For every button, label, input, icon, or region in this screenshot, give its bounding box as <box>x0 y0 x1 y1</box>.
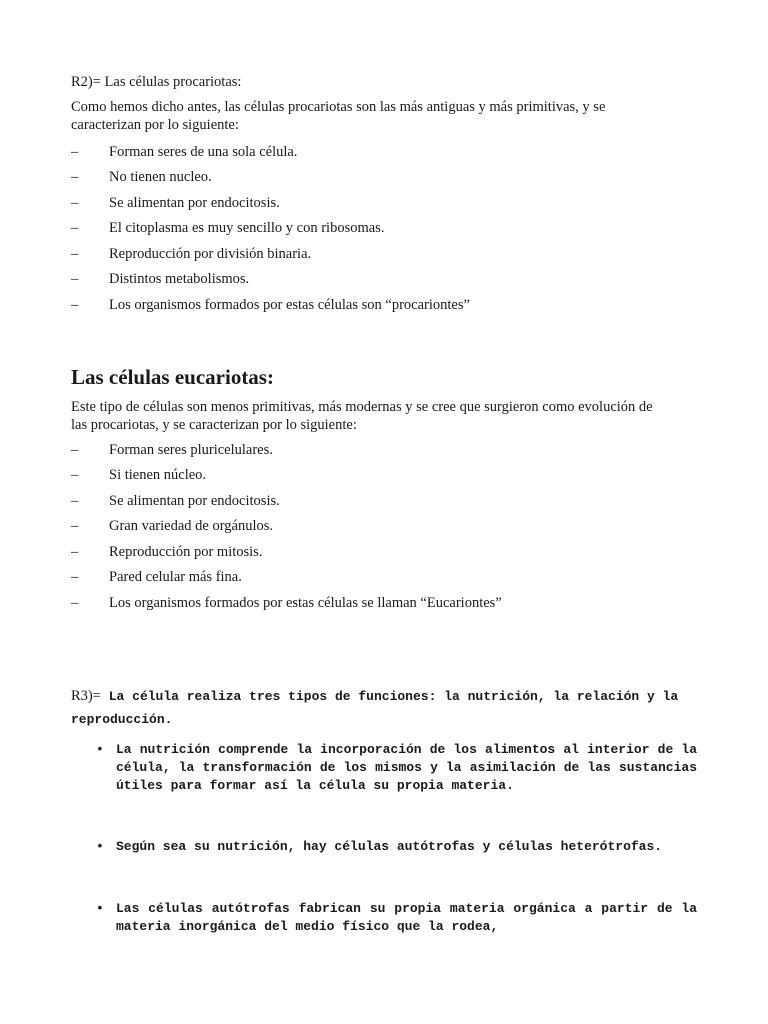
list-item <box>71 568 242 586</box>
list-item-text: No tienen nucleo. <box>109 169 212 185</box>
bullet-icon: • <box>96 742 104 757</box>
dash-marker: – <box>71 518 79 534</box>
dash-marker: – <box>71 220 79 236</box>
list-item-text: Gran variedad de orgánulos. <box>109 518 274 534</box>
list-item-text: Forman seres de una sola célula. <box>109 144 298 160</box>
r3-label: R3)= <box>71 688 101 704</box>
list-item <box>96 838 697 856</box>
r3-intro <box>71 685 691 731</box>
list-item-text: Los organismos formados por estas células son “procariontes” <box>109 297 470 313</box>
dash-marker: – <box>71 297 79 313</box>
list-item <box>71 517 273 535</box>
list-item <box>71 194 280 212</box>
dash-marker: – <box>71 467 79 483</box>
list-item <box>71 296 470 314</box>
dash-marker: – <box>71 169 79 185</box>
dash-marker: – <box>71 442 79 458</box>
dash-marker: – <box>71 195 79 211</box>
list-item <box>71 441 273 459</box>
list-item <box>71 168 212 186</box>
list-item-text: Distintos metabolismos. <box>109 271 250 287</box>
list-item-text: Se alimentan por endocitosis. <box>109 493 280 509</box>
list-item <box>71 543 262 561</box>
dash-marker: – <box>71 271 79 287</box>
r2-intro: Como hemos dicho antes, las células procariotas son las más antiguas y más primitivas, y se caracterizan por lo siguiente: <box>71 99 606 133</box>
list-item-text: Pared celular más fina. <box>109 569 242 585</box>
list-item <box>71 245 311 263</box>
eucariotas-intro: Este tipo de células son menos primitivas, más modernas y se cree que surgieron como evolución de las procariotas, y se caracterizan por lo siguiente: <box>71 399 653 433</box>
list-item <box>71 270 249 288</box>
r2-label: R2)= Las células procariotas: <box>71 74 242 90</box>
dash-marker: – <box>71 595 79 611</box>
list-item-text: Si tienen núcleo. <box>109 467 207 483</box>
dash-marker: – <box>71 569 79 585</box>
list-item <box>71 492 280 510</box>
list-item-text: Reproducción por mitosis. <box>109 544 263 560</box>
list-item-text: La nutrición comprende la incorporación de los alimentos al interior de la célula, la transformación de los mismos y la asimilación de las sustancias útiles para formar así la célula su propia materia. <box>116 742 697 793</box>
bullet-icon: • <box>96 901 104 916</box>
list-item-text: Los organismos formados por estas células se llaman “Eucariontes” <box>109 595 502 611</box>
section-heading: Las células eucariotas: <box>71 365 274 389</box>
list-item <box>71 219 384 237</box>
dash-marker: – <box>71 144 79 160</box>
list-item <box>96 900 697 936</box>
bullet-icon: • <box>96 839 104 854</box>
list-item <box>71 466 206 484</box>
list-item <box>71 594 502 612</box>
dash-marker: – <box>71 544 79 560</box>
list-item-text: El citoplasma es muy sencillo y con ribosomas. <box>109 220 385 236</box>
dash-marker: – <box>71 246 79 262</box>
r3-intro-text: La célula realiza tres tipos de funciones: la nutrición, la relación y la reproducción. <box>71 689 679 727</box>
list-item-text: Reproducción por división binaria. <box>109 246 312 262</box>
list-item-text: Se alimentan por endocitosis. <box>109 195 280 211</box>
list-item <box>96 741 697 795</box>
list-item-text: Las células autótrofas fabrican su propia materia orgánica a partir de la materia inorgánica del medio físico que la rodea, <box>116 901 697 934</box>
dash-marker: – <box>71 493 79 509</box>
list-item-text: Según sea su nutrición, hay células autótrofas y células heterótrofas. <box>116 839 663 854</box>
list-item <box>71 143 297 161</box>
list-item-text: Forman seres pluricelulares. <box>109 442 273 458</box>
